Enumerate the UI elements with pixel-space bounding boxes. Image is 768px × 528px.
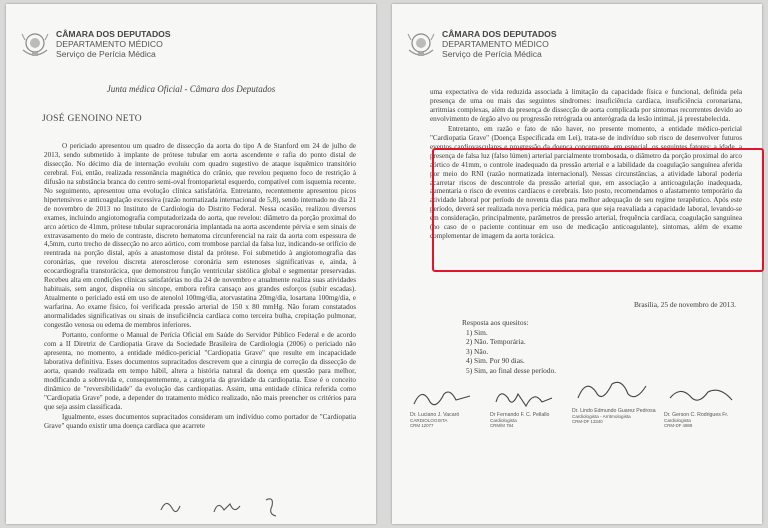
- patient-name: JOSÉ GENOINO NETO: [42, 114, 142, 124]
- answer-item: 1) Sim.: [466, 327, 488, 337]
- paragraph: Portanto, conforme o Manual de Perícia Oficial em Saúde do Servidor Público Federal e de acordo com a II Diretriz de Cardiopatia Grave da Sociedade Brasileira de Cardiologia (2006) o periciado não apresenta, no momento, a entidade médico-pericial "Cardiopatia Grave" que resulte em incapacidade laborativa definitiva. Esses documentos supracitados descrevem que a cirurgia de correção da dissecção de aorta, quando realizada em tempo hábil, altera a história natural da doença em questão para melhor, modificando a sobrevida e, consequentemente, a categoria da gravidade da cardiopatia. Esse é o conceito dinâmico de "reversibilidade" da evolução das cardiopatias. Assim, uma entidade clínica referida como "Cardiopatia Grave" pode, a depender do tratamento médico realizado, não mais preencher os critérios para que seja assim classificada.: [44, 331, 356, 411]
- coat-of-arms-icon: [406, 30, 436, 58]
- answer-item: 2) Não. Temporária.: [466, 337, 526, 347]
- header-department: DEPARTAMENTO MÉDICO: [56, 39, 163, 49]
- answers-block: [462, 318, 556, 376]
- coat-of-arms-icon: [20, 30, 50, 58]
- right-body-text: [430, 88, 742, 350]
- header-department: DEPARTAMENTO MÉDICO: [442, 39, 549, 49]
- signature-scrawl: [664, 384, 740, 412]
- left-body-text: [44, 142, 356, 506]
- answer-item: 3) Não.: [466, 346, 489, 356]
- signature-block: Dr. Lindo Edmundo Guarez Pedrosa Cardiologista - Arritmologista CRM-DF 13340: [572, 376, 656, 424]
- paragraph: Igualmente, esses documentos supracitados consideram um indivíduo como portador de "Cardiopatia Grave" quando existir uma doença cardíaca que acarrete: [44, 412, 356, 430]
- document-page-left: [6, 4, 376, 524]
- answer-item: 4) Sim. Por 90 dias.: [466, 356, 525, 366]
- header-org: CÂMARA DOS DEPUTADOS: [56, 29, 171, 39]
- paragraph: Entretanto, em razão e fato de não haver, no presente momento, a entidade médico-pericial "Cardiopatia Grave" (Doença Especificada em Lei), trata-se de indivíduo sob risco de desenvolver futuros eventos cardiovasculares e progressão da doença concernente, em especial, os seguintes fatores: a idade, a presença de falsa luz (falso lúmen) arterial parcialmente trombosada, o diâmetro da porção proximal do arco aórtico de 41mm, o controle inadequado da pressão arterial e a labilidade da coagulação sanguínea aferida por meio do RNI (razão normatizada internacional). Nessas circunstâncias, a atividade laboral poderia acarretar riscos de descontrole da pressão arterial que, em associação a anticoagulação inadequada, aumentaria o risco de eventos cardíacos e cerebrais. Isto posto, recomendamos o afastamento temporário da atividade laboral por período de noventa dias para melhor adequação de seu regime terapêutico. Após este período, deverá ser realizada nova perícia médica, para que seja reavaliada a capacidade laboral, levando-se em consideração, principalmente, parâmetros de pressão arterial, frequência cardíaca, coagulação sanguínea (no caso de o paciente continuar em uso de medicação anticoagulante), sintomas, além de exame complementar de imagem da aorta torácica.: [430, 124, 742, 241]
- header-service: Serviço de Perícia Médica: [56, 49, 156, 59]
- page-title: Junta médica Oficial - Câmara dos Deputados: [106, 84, 276, 94]
- header-org: CÂMARA DOS DEPUTADOS: [442, 29, 557, 39]
- signature-scrawl: [410, 384, 480, 412]
- signature-scrawl: [572, 376, 652, 408]
- paragraph: O periciado apresentou um quadro de dissecção da aorta do tipo A de Stanford em 24 de julho de 2013, sendo submetido à implante de prótese tubular em aorta ascendente e rafia do ponto distal de dissecção. No décimo dia de internação evoluiu com quadro sugestivo de ataque isquêmico transitório cerebral. Foi, então, realizada ressonância magnética do crânio, que revelou pequeno foco de restrição à difusão na substância branca do centro semi-oval frontoparietal esquerdo, compatível com isquemia recente. No seguimento, apresentou uma evolução clínica satisfatória. Entretanto, recentemente apresentou picos hipertensivos e anticoagulação excessiva (razão normatizada internacional de 5,8), sendo internado no dia 21 de novembro de 2013 no Instituto de Cardiologia do Distrito Federal. Nessa ocasião, realizou diversos exames, incluindo angiotomografia computadorizada do aorta, que revelou: diâmetro da porção proximal do arco aórtico de 41mm, prótese tubular supracoronária implantada na aorta ascendente pérvia e sem sinais de extravasamento do meio de contraste, discreto hematoma circunferencial na raiz da aorta com espessura de 4,5mm, curto trecho de dissecção no arco aórtico, com trombose parcial da falsa luz, indicando-se orifício de reentrada na porção distal, após a anastomose distal da prótese. Foi submetido à angiotomografia das coronárias, que revelou discreta aterosclerose coronária sem estenoses significativas e, ainda, à ecocardiografia transtorácica, que demonstrou função ventricular sistólica global e segmentar preservadas. Recebeu alta em condições clínicas satisfatórias no dia 24 de novembro e atualmente realiza suas atividades habituais, sem angor, dispnéia ou síncope, embora refira cansaço aos grandes esforços (subir escadas). Atualmente o periciado está em uso de atenolol 100mg/dia, atorvastatina 20mg/dia, losartana 100mg/dia, e warfarina. Ao exame físico, foi verificada pressão arterial de 150 x 80 mmHg. Não foram constatados anormalidades significativas ou sinais de insuficiência cardíaca como terceira bulha, crepitação pulmonar, congestão venosa ou edema de membros inferiores.: [44, 142, 356, 330]
- answers-title: Resposta aos quesitos:: [462, 318, 529, 327]
- answer-item: 5) Sim, ao final desse período.: [466, 365, 557, 375]
- signature-block: Dr Fernando F. C. Pellallo Cardiologista CRM/M 784: [490, 384, 560, 428]
- document-date: Brasília, 25 de novembro de 2013.: [633, 300, 736, 309]
- paragraph: uma expectativa de vida reduzida associada à limitação da capacidade física e funcional, definida pela presença de uma ou mais das seguintes síndromes: insuficiência cardíaca, insuficiência coronariana, arritmias complexas, além da presença de dissecção de aorta complicada por sintomas recorrentes devido ao envolvimento de órgão alvo ou progressão retrógrada ou anterógrada da lesão intimal, já preestabelecida.: [430, 88, 742, 123]
- signature-block: Dr. Gerson C. Rodrigues Fr. Cardiologista CRM-DF 4989: [664, 384, 740, 428]
- signature-scrawl: [490, 384, 560, 412]
- document-page-right: [392, 4, 762, 524]
- header-service: Serviço de Perícia Médica: [442, 49, 542, 59]
- signature-block: Dr. Luciano J. Vacaró CARDIOLOGISTA CRM 12077: [410, 384, 480, 428]
- handwritten-initials: [156, 492, 306, 522]
